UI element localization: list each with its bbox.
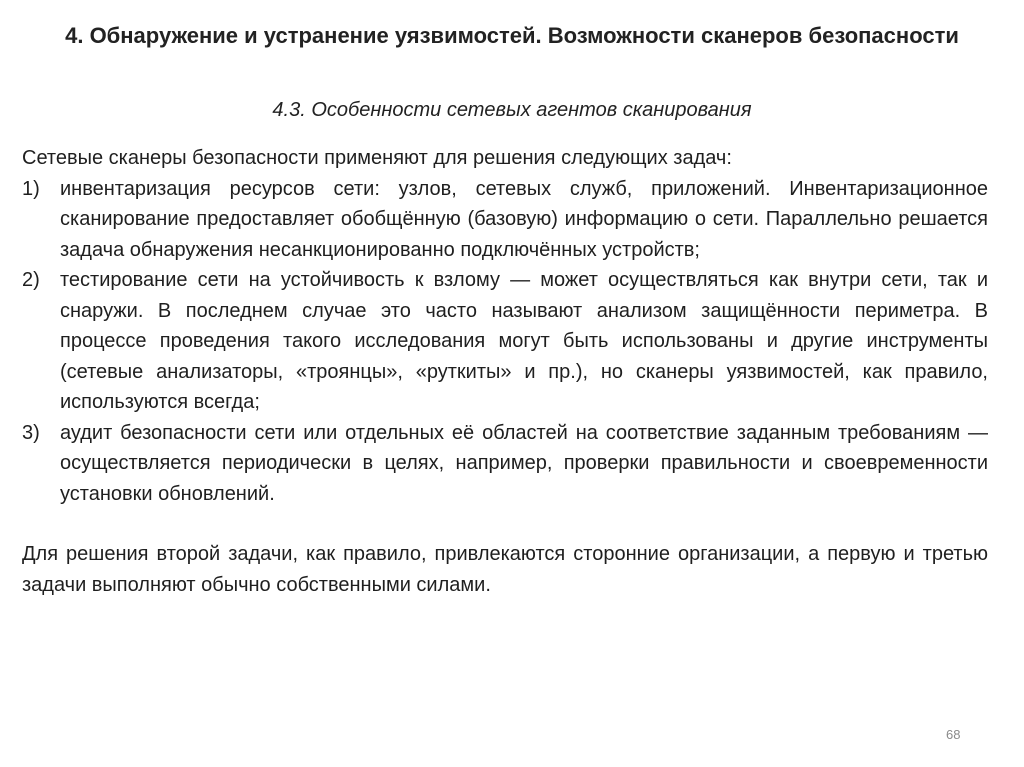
list-item-text: тестирование сети на устойчивость к взлому — может осуществляться как внутри сети, так и снаружи. В последнем случае это часто называют анализом защищённости периметра. В процессе проведения такого исследования могут быть использованы и другие инструменты (сетевые анализаторы, «троянцы», «руткиты» и пр.), но сканеры уязвимостей, как правило, используются всегда; bbox=[60, 269, 988, 413]
slide-subtitle: 4.3. Особенности сетевых агентов сканирования bbox=[272, 99, 752, 121]
slide-body bbox=[22, 143, 988, 600]
conclusion-text: Для решения второй задачи, как правило, привлекаются сторонние организации, а первую и третью задачи выполняют обычно собственными силами. bbox=[22, 543, 988, 596]
intro-text: Сетевые сканеры безопасности применяют для решения следующих задач: bbox=[22, 147, 732, 169]
list-item-number: 3) bbox=[22, 421, 40, 444]
list-item-text: инвентаризация ресурсов сети: узлов, сетевых служб, приложений. Инвентаризационное сканирование предоставляет обобщённую (базовую) информацию о сети. Параллельно решается задача обнаружения несанкционированно подключённых устройств; bbox=[60, 177, 988, 261]
list-item-text: аудит безопасности сети или отдельных её областей на соответствие заданным требованиям — осуществляется периодически в целях, например, проверки правильности и своевременности установки обновлений. bbox=[60, 421, 988, 505]
page-number: 68 bbox=[946, 727, 961, 742]
task-list bbox=[22, 174, 988, 510]
list-item bbox=[22, 418, 988, 510]
list-item-number: 2) bbox=[22, 269, 40, 291]
slide-title: 4. Обнаружение и устранение уязвимостей. Возможности сканеров безопасности bbox=[65, 23, 959, 48]
list-item bbox=[22, 265, 988, 418]
list-item-number: 1) bbox=[22, 177, 40, 200]
list-item bbox=[22, 174, 988, 266]
